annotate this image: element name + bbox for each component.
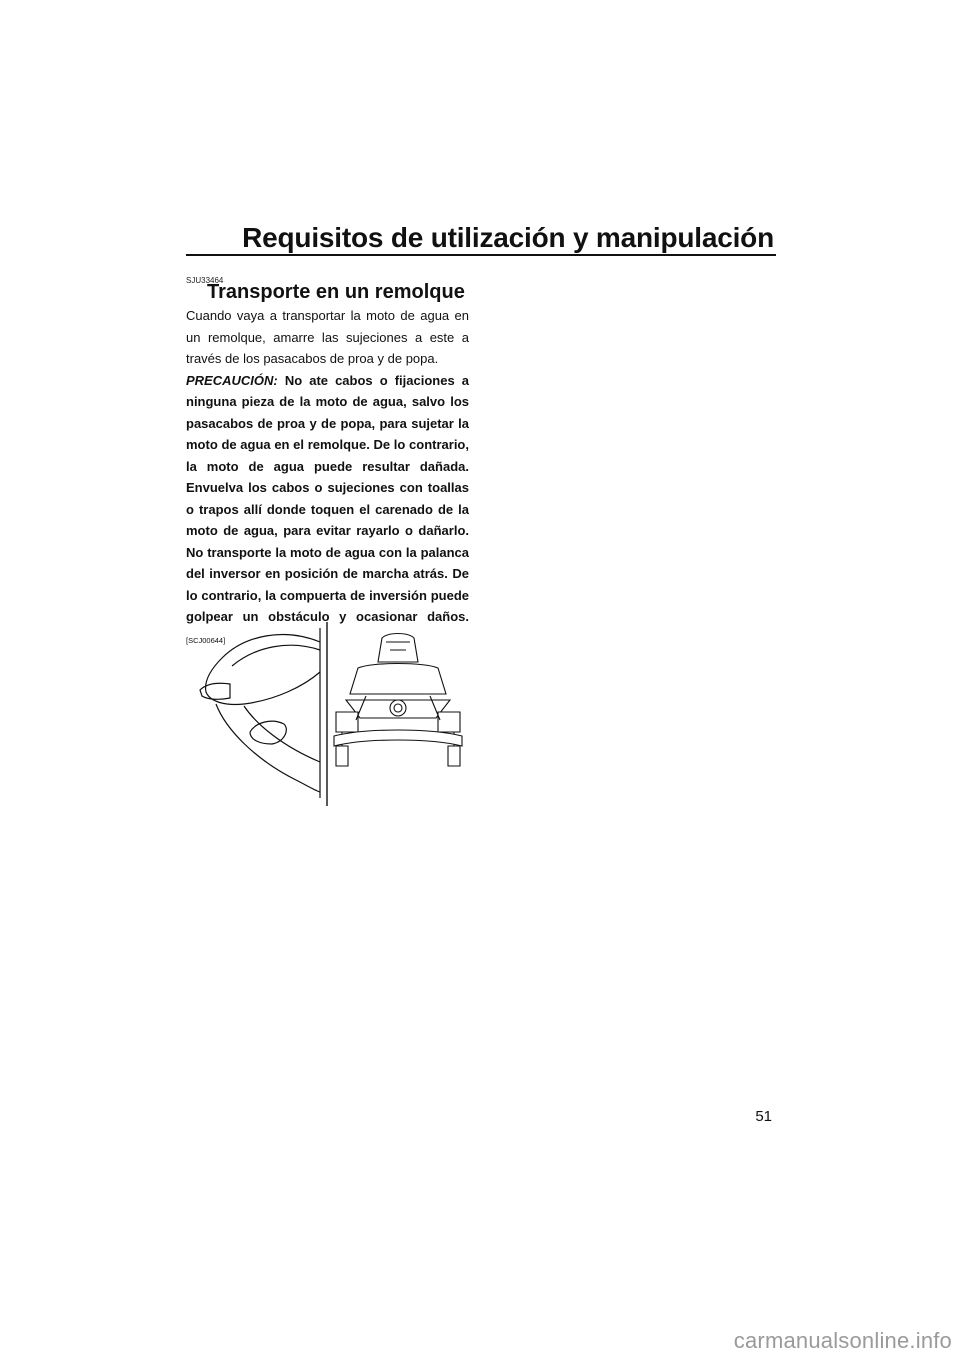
caution-text: No ate cabos o fijaciones a ninguna pieza de la moto de agua, salvo los pasacabos de proa y de popa, para sujetar la moto de agua en el remolque. De lo contrario, la moto de agua puede resultar dañada. Envuelva los cabos o sujeciones con toallas o trapos allí donde toquen el carenado de la moto de agua, para evitar rayarlo o dañarlo. No transporte la moto de agua con la palanca del inversor en posición de marcha atrás. De lo contrario, la compuerta de inversión puede golpear un obstáculo y ocasionar daños. <box>186 372 469 624</box>
page-header-title: Requisitos de utilización y manipulación <box>242 222 774 253</box>
section-code: SJU33464 <box>186 276 224 285</box>
watermark: carmanualsonline.info <box>733 1328 952 1353</box>
section-title: Transporte en un remolque <box>207 281 465 303</box>
bow-closeup <box>200 628 320 798</box>
caution-label: PRECAUCIÓN: <box>186 372 278 388</box>
rear-view-on-trailer <box>334 634 462 767</box>
trailer-illustration-svg <box>186 620 476 806</box>
section-body <box>186 305 469 651</box>
caution-code: [SCJ00644] <box>186 635 226 645</box>
caution-paragraph <box>186 370 469 652</box>
page-number: 51 <box>755 1108 772 1125</box>
body-paragraph: Cuando vaya a transportar la moto de agua en un remolque, amarre las sujeciones a este a través de los pasacabos de proa y de popa. <box>186 308 469 366</box>
trailer-illustration <box>186 620 476 806</box>
header-rule <box>186 254 776 256</box>
